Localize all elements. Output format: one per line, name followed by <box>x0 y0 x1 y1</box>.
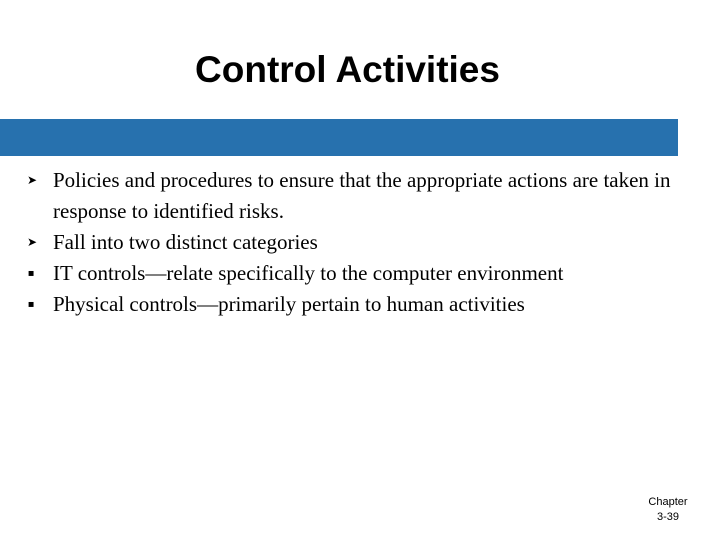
arrow-bullet-icon: ➤ <box>26 235 38 249</box>
bullet-text: IT controls—relate specifically to the computer environment <box>53 261 564 285</box>
title-band <box>0 119 678 156</box>
page-number: 3-39 <box>656 511 680 523</box>
bullet-text: Fall into two distinct categories <box>53 230 318 254</box>
dot-bullet-icon: ▪ <box>27 268 35 279</box>
dot-bullet-icon: ▪ <box>27 299 35 310</box>
bullet-text: Policies and procedures to ensure that the appropriate actions are taken in response to identified risks. <box>53 168 671 223</box>
chapter-label: Chapter <box>648 496 688 508</box>
arrow-bullet-icon: ➤ <box>26 173 38 187</box>
bullet-list <box>0 165 700 320</box>
slide-footer <box>630 495 706 525</box>
slide-title: Control Activities <box>195 49 500 90</box>
bullet-item <box>0 227 700 258</box>
bullet-item <box>0 258 700 289</box>
bullet-item <box>0 289 700 320</box>
bullet-item <box>0 165 700 227</box>
bullet-text: Physical controls—primarily pertain to human activities <box>53 292 525 316</box>
